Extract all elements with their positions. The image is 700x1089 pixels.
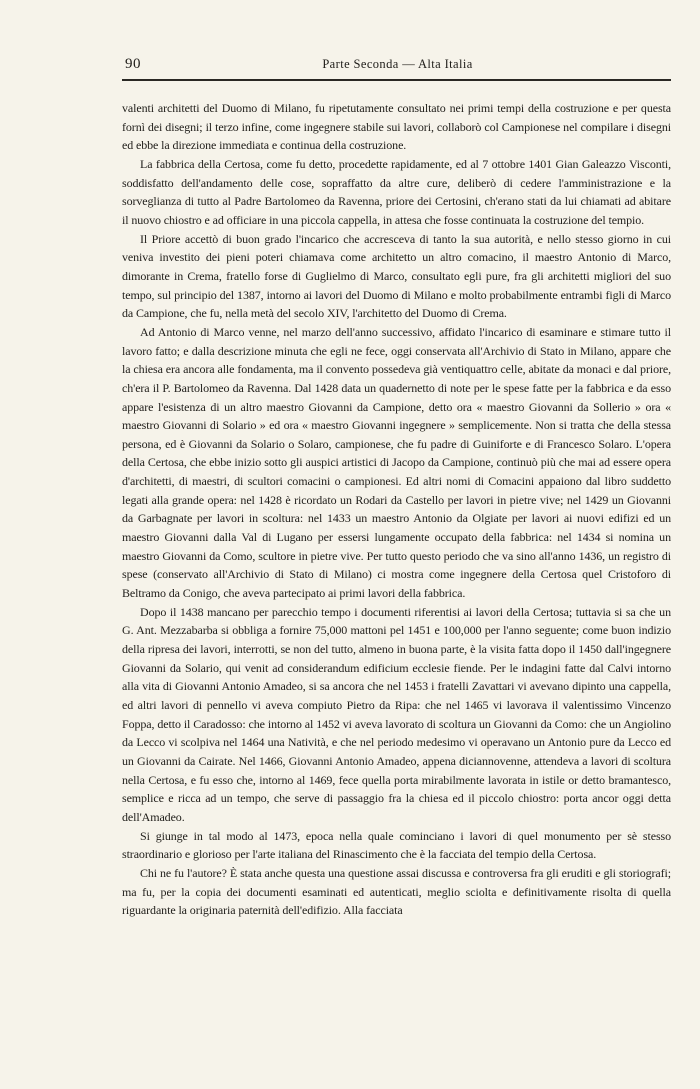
paragraph: Dopo il 1438 mancano per parecchio tempo i documenti riferentisi ai lavori della Certosa; tuttavia si sa che un G. Ant. Mezzabarba si obbliga a fornire 75,000 mattoni pel 1451 e 100,000 per l'anno seguente; come buon indizio della ripresa dei lavori, interrotti, se non del tutto, almeno in buona parte, è la visita fatta dopo il 1450 dall'ingegnere Giovanni da Solario, qui venit ad considerandum edificium ecclesie fiende. Per le indagini fatte dal Calvi intorno alla vita di Giovanni Antonio Amadeo, si sa ancora che nel 1453 i fratelli Zavattari vi avevano dipinto una cappella, ed altri lavori di pennello vi aveva compiuto Pietro da Ripa: che nel 1465 vi lavorava il valentissimo Vincenzo Foppa, detto il Caradosso: che intorno al 1452 vi aveva lavorato di scoltura un Giovanni da Como: che un Angiolino da Lecco vi scolpiva nel 1464 una Natività, e che nel periodo medesimo vi operavano un Antonio pure da Lecco ed un Giovanni da Cairate. Nel 1466, Giovanni Antonio Amadeo, appena diciannovenne, attendeva a lavori di scoltura nella Certosa, e fu esso che, intorno al 1469, fece quella porta mirabilmente lavorata in istile or detto bramantesco, semplice e ricca ad un tempo, che serve di passaggio fra la chiesa ed il piccolo chiostro: porta ancor oggi detta dell'Amadeo.	[122, 604, 671, 824]
paragraph: Il Priore accettò di buon grado l'incarico che accresceva di tanto la sua autorità, e nello stesso giorno in cui veniva investito dei pieni poteri chiamava come architetto un altro comacino, il maestro Antonio di Marco, dimorante in Crema, fratello forse di Guglielmo di Marco, consultato egli pure, fra gli architetti migliori del suo tempo, sul principio del 1387, intorno ai lavori del Duomo di Milano e molto probabilmente entrambi figli di Marco da Campione, che fu, nella metà del secolo XIV, l'architetto del Duomo di Crema.	[122, 231, 671, 321]
body-text	[122, 99, 671, 920]
running-title: Parte Seconda — Alta Italia	[322, 57, 473, 71]
paragraph: Chi ne fu l'autore? È stata anche questa una questione assai discussa e controversa fra gli eruditi e gli storiografi; ma fu, per la copia dei documenti esaminati ed autenticati, meglio sciolta e definitivamente risolta di quella riguardante la originaria paternità dell'edifizio. Alla facciata	[122, 865, 671, 918]
header-rule	[122, 79, 671, 81]
paragraph: La fabbrica della Certosa, come fu detto, procedette rapidamente, ed al 7 ottobre 1401 Gian Galeazzo Visconti, soddisfatto dell'andamento delle cose, sopraffatto da altre cure, deliberò di cedere l'amministrazione e la sorveglianza di tutto al Padre Bartolomeo da Ravenna, priore dei Certosini, ch'erano stati da lui chiamati ad abitare il nuovo chiostro e ad officiare in una piccola cappella, in attesa che fosse continuata la costruzione del tempio.	[122, 156, 671, 227]
paragraph: valenti architetti del Duomo di Milano, fu ripetutamente consultato nei primi tempi della costruzione e per questa fornì dei disegni; il terzo infine, come ingegnere stabile sui lavori, collaborò col Campionese nel compilare i disegni ed ebbe la direzione immediata e continua della costruzione.	[122, 101, 671, 153]
page-header	[125, 56, 670, 76]
paragraph: Si giunge in tal modo al 1473, epoca nella quale cominciano i lavori di quel monumento per sè stesso straordinario e glorioso per l'arte italiana del Rinascimento che è la facciata del tempio della Certosa.	[122, 828, 671, 862]
paragraph: Ad Antonio di Marco venne, nel marzo dell'anno successivo, affidato l'incarico di esaminare e stimare tutto il lavoro fatto; e dalla descrizione minuta che egli ne fece, oggi conservata all'Archivio di Stato in Milano, appare che la chiesa era ancora alle fondamenta, ma il convento possedeva già ventiquattro celle, abitate da monaci e dal priore, ch'era il P. Bartolomeo da Ravenna. Dal 1428 data un quadernetto di note per le spese fatte per la fabbrica e da esso appare l'esistenza di un altro maestro Giovanni da Campione, detto ora « maestro Giovanni da Sollerio » ora « maestro Giovanni di Solario » ed ora « maestro Giovanni ingegnere » semplicemente. Non si tratta che della stessa persona, ed è Giovanni da Solario o Solaro, campionese, che fu padre di Guiniforte e di Francesco Solaro. L'opera della Certosa, che ebbe inizio sotto gli auspici artistici di Jacopo da Campione, continuò più che mai ad essere opera d'architetti, di maestri, di scultori comacini o campionesi. Ed altri nomi di Comacini appaiono dal libro suddetto legati alla grande opera: nel 1428 è ricordato un Rodari da Castello per lavori in pietre vive; nel 1429 un Giovanni da Garbagnate per lavori in scoltura: nel 1433 un maestro Antonio da Olgiate per lavori ai nuovi edifizi ed un maestro Giovanni dalla Val di Lugano per essersi lungamente occupato della fabbrica: nel 1434 si nomina un maestro Giovanni da Como, scultore in pietre vive. Per tutto questo periodo che va sino all'anno 1436, un registro di spese (conservato all'Archivio di Stato di Milano) ci mostra come ingegnere della Certosa quel Cristoforo di Beltramo da Conigo, che aveva partecipato ai primi lavori della fabbrica.	[122, 324, 671, 601]
page-number: 90	[125, 56, 141, 72]
